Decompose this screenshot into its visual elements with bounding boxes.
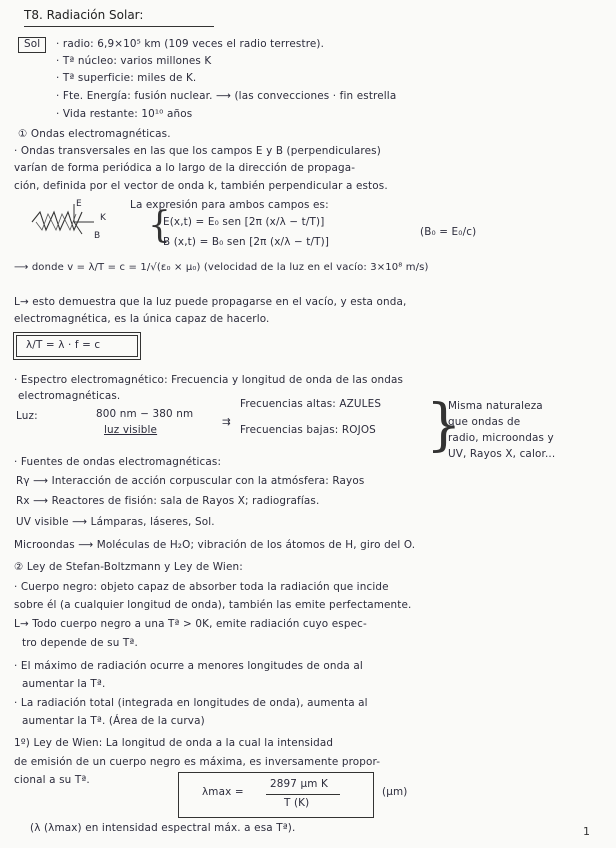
wien-lhs: λmax = [202, 786, 244, 798]
wien-denominator: T (K) [284, 797, 310, 809]
equation-b0: (B₀ = E₀/c) [420, 226, 477, 238]
conclusion-line: electromagnética, es la única capaz de hacerlo. [14, 313, 270, 325]
equation-b: B (x,t) = B₀ sen [2π (x/λ − t/T)] [163, 236, 330, 248]
source-item: Rγ ⟶ Interacción de acción corpuscular con la atmósfera: Rayos [16, 475, 365, 487]
page-number: 1 [583, 825, 590, 838]
integrated-line: · La radiación total (integrada en longitudes de onda), aumenta al [14, 697, 368, 709]
maximum-line: · El máximo de radiación ocurre a menores longitudes de onda al [14, 660, 363, 672]
source-item: Microondas ⟶ Moléculas de H₂O; vibración de los átomos de H, giro del O. [14, 539, 416, 551]
section1-body: · Ondas transversales en las que los campos E y B (perpendiculares) [14, 145, 381, 157]
spectrum-heading: · Espectro electromagnético: Frecuencia y longitud de onda de las ondas [14, 374, 404, 386]
page-title: T8. Radiación Solar: [24, 8, 144, 22]
wave-e-label: E [76, 199, 82, 209]
wien-line: 1º) Ley de Wien: La longitud de onda a la cual la intensidad [14, 737, 334, 749]
sol-label: Sol [24, 38, 41, 50]
boxed-relation: λ/T = λ · f = c [26, 339, 101, 351]
sol-fact: · Tª superficie: miles de K. [56, 72, 197, 84]
footnote: (λ (λmax) en intensidad espectral máx. a esa Tª). [30, 822, 296, 834]
nature-line: UV, Rayos X, calor... [448, 448, 556, 460]
fraction-bar [266, 794, 340, 795]
wave-k-label: K [100, 213, 107, 223]
nature-line: Misma naturaleza [448, 400, 543, 412]
arrow-split: ⇉ [222, 416, 231, 428]
visible-label: luz visible [104, 424, 158, 436]
source-item: Rx ⟶ Reactores de fisión: sala de Rayos X; radiografías. [16, 495, 320, 507]
wien-numerator: 2897 μm K [270, 778, 328, 790]
nature-brace: } [426, 393, 462, 458]
wien-line: de emisión de un cuerpo negro es máxima, es inversamente propor- [14, 756, 381, 768]
high-frequency: Frecuencias altas: AZULES [240, 398, 382, 410]
black-body-line: sobre él (a cualquier longitud de onda), también las emite perfectamente. [14, 599, 412, 611]
wien-unit: (μm) [382, 786, 408, 798]
black-body-line: tro depende de su Tª. [22, 637, 138, 649]
spectrum-heading-cont: electromagnéticas. [18, 390, 121, 402]
black-body-line: · Cuerpo negro: objeto capaz de absorber toda la radiación que incide [14, 581, 389, 593]
nature-line: que ondas de [448, 416, 521, 428]
conclusion-line: L→ esto demuestra que la luz puede propagarse en el vacío, y esta onda, [14, 296, 407, 308]
section1-heading: ① Ondas electromagnéticas. [18, 128, 171, 140]
section1-body: ción, definida por el vector de onda k, también perpendicular a estos. [14, 180, 388, 192]
source-item: UV visible ⟶ Lámparas, láseres, Sol. [16, 516, 215, 528]
nature-line: radio, microondas y [448, 432, 554, 444]
wave-b-label: B [94, 231, 101, 241]
sol-fact: · radio: 6,9×10⁵ km (109 veces el radio terrestre). [56, 38, 325, 50]
sol-fact: · Tª núcleo: varios millones K [56, 55, 212, 67]
integrated-line: aumentar la Tª. (Área de la curva) [22, 715, 205, 727]
equation-brace: { [148, 205, 171, 246]
maximum-line: aumentar la Tª. [22, 678, 106, 690]
expression-intro: La expresión para ambos campos es: [130, 199, 329, 211]
speed-formula: ⟶ donde v = λ/T = c = 1/√(ε₀ × μ₀) (velocidad de la luz en el vacío: 3×10⁸ m/s) [14, 262, 429, 273]
black-body-line: L→ Todo cuerpo negro a una Tª > 0K, emite radiación cuyo espec- [14, 618, 367, 630]
sol-fact: · Fte. Energía: fusión nuclear. ⟶ (las convecciones · fin estrella [56, 90, 397, 102]
wien-line: cional a su Tª. [14, 774, 90, 786]
section1-body: varían de forma periódica a lo largo de la dirección de propaga- [14, 162, 356, 174]
visible-range: 800 nm − 380 nm [96, 408, 194, 420]
title-underline [24, 26, 214, 27]
section2-heading: ② Ley de Stefan-Boltzmann y Ley de Wien: [14, 561, 243, 573]
luz-label: Luz: [16, 410, 38, 422]
equation-e: E(x,t) = E₀ sen [2π (x/λ − t/T)] [163, 216, 325, 228]
low-frequency: Frecuencias bajas: ROJOS [240, 424, 376, 436]
sol-fact: · Vida restante: 10¹⁰ años [56, 108, 193, 120]
sources-heading: · Fuentes de ondas electromagnéticas: [14, 456, 222, 468]
